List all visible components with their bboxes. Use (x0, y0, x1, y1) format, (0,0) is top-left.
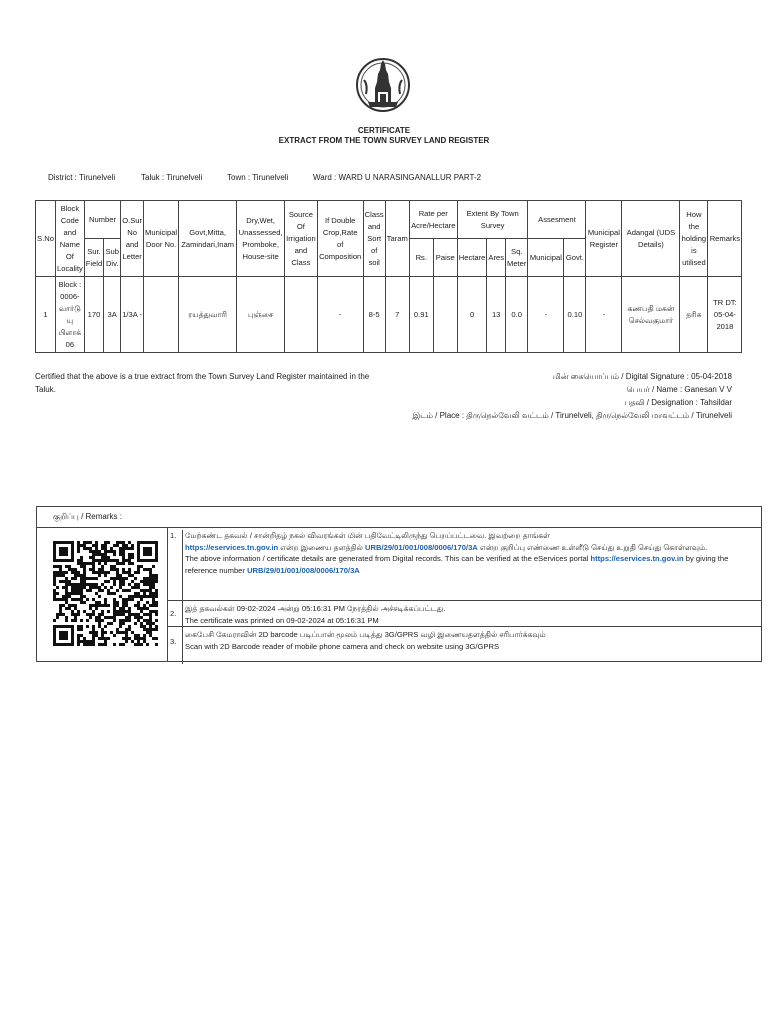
header-extent: Extent By Town Survey (457, 201, 528, 239)
remarks-header (37, 507, 761, 528)
land-register-table (35, 200, 742, 353)
cell-adangal: கணபதி மகன் செல்வகுமார் (622, 277, 680, 353)
signature-block (332, 370, 732, 422)
header-number: Number (84, 201, 120, 239)
note-2-number: 2. (170, 609, 177, 618)
note-1-tamil-portal-link[interactable]: https://eservices.tn.gov.in (185, 542, 279, 552)
note-3-english: Scan with 2D Barcode reader of mobile phone camera and check on website using 3G/GPRS (185, 641, 500, 651)
header-holding: How the holding is utilised (680, 201, 708, 277)
cell-block: Block : 0006- வார்டு யு பிளாக் 06 (56, 277, 85, 353)
header-hectare: Hectare (457, 239, 487, 277)
cell-class-soil: 8-5 (363, 277, 385, 353)
cell-govt-mitta: ரயத்துவாரி (179, 277, 237, 353)
header-sno: S.No (36, 201, 56, 277)
note-1-english-reference: URB/29/01/001/008/0006/170/3A (247, 565, 360, 575)
note-1-tamil-intro: மேற்கண்ட தகவல் / சான்றிதழ் நகல் விவரங்கள் மின் பதிவேட்டிலிருந்து பெறப்பட்டவை. இவற்றை தாங்கள் (185, 531, 550, 540)
note-2-english: The certificate was printed on 09-02-2024 at 05:16:31 PM (185, 615, 379, 625)
note-2 (167, 600, 762, 627)
district-label: District : Tirunelveli (48, 173, 116, 182)
header-rate: Rate per Acre/Hectare (409, 201, 457, 239)
town-label: Town : Tirunelveli (227, 173, 289, 182)
note-1-english-mid: by giving the reference number (185, 554, 729, 575)
note-3-tamil: கைபேசி கேமராவின் 2D barcode படிப்பான் மூலம் படித்து 3G/GPRS வழி இணையதளத்தில் சரிபார்க்கவும் (185, 630, 546, 639)
header-municipal: Municipal (528, 239, 564, 277)
cell-dry-wet: புஞ்சை (237, 277, 285, 353)
note-1-english-intro: The above information / certificate details are generated from Digital records. This can be verified at the eServices portal (185, 554, 591, 563)
remarks-heading: குறிப்பு / Remarks : (53, 512, 122, 521)
header-municipal-register: Municipal Register (586, 201, 622, 277)
cell-paise (433, 277, 457, 353)
header-govt-mitta: Govt,Mitta, Zamindari,Inam (179, 201, 237, 277)
note-1-text (182, 530, 758, 603)
header-dry-wet: Dry,Wet, Unassessed, Promboke, House-site (237, 201, 285, 277)
header-assesment: Assesment (528, 201, 586, 239)
note-3 (167, 626, 762, 662)
header-rs: Rs. (409, 239, 433, 277)
cell-holding: தரிசு (680, 277, 708, 353)
certificate-subtitle: EXTRACT FROM THE TOWN SURVEY LAND REGISTER (278, 136, 490, 145)
header-source: Source Of Irrigation and Class (285, 201, 318, 277)
header-sqm: Sq. Meter (506, 239, 528, 277)
cell-remarks: TR DT: 05-04-2018 (708, 277, 742, 353)
signatory-designation: பதவி / Designation : Tahsildar (624, 398, 732, 407)
note-3-text (182, 629, 758, 664)
ward-label: Ward : WARD U NARASINGANALLUR PART-2 (313, 173, 482, 182)
header-sub-div: Sub Div. (104, 239, 121, 277)
cell-hectare: 0 (457, 277, 487, 353)
signatory-name: பெயர் / Name : Ganesan V V (626, 385, 732, 394)
tamilnadu-emblem (356, 52, 410, 118)
cell-rs: 0.91 (409, 277, 433, 353)
cell-sur-field: 170 (84, 277, 103, 353)
cell-govt: 0.10 (564, 277, 586, 353)
cell-ares: 13 (487, 277, 506, 353)
header-municipal-door: Municipal Door No. (144, 201, 179, 277)
header-sur-field: Sur. Field (84, 239, 103, 277)
note-1-tamil-reference: URB/29/01/001/008/0006/170/3A (365, 542, 478, 552)
cell-source (285, 277, 318, 353)
cell-double-crop: - (317, 277, 363, 353)
taluk-label: Taluk : Tirunelveli (141, 173, 203, 182)
cell-municipal-register: - (586, 277, 622, 353)
note-1 (167, 527, 762, 601)
remarks-box (36, 506, 762, 662)
header-adangal: Adangal (UDS Details) (622, 201, 680, 277)
cell-sqm: 0.0 (506, 277, 528, 353)
note-2-tamil: இத் தகவல்கள் 09-02-2024 அன்று 05:16:31 PM நேரத்தில் அச்சடிக்கப்பட்டது. (185, 604, 446, 613)
note-1-english-portal-link[interactable]: https://eservices.tn.gov.in (590, 554, 684, 563)
cell-osur: 1/3A - (121, 277, 144, 353)
certificate-title: CERTIFICATE (357, 126, 411, 135)
header-govt: Govt. (564, 239, 586, 277)
table-row (36, 277, 742, 353)
qr-code-icon (53, 541, 158, 646)
cell-taram: 7 (385, 277, 409, 353)
cell-municipal-door (144, 277, 179, 353)
header-taram: Taram (385, 201, 409, 277)
header-remarks: Remarks (708, 201, 742, 277)
header-class-soil: Class and Sort of soil (363, 201, 385, 277)
header-block: Block Code and Name Of Locality (56, 201, 85, 277)
header-osur: O.Sur No and Letter (121, 201, 144, 277)
header-double-crop: If Double Crop,Rate of Composition (317, 201, 363, 277)
header-ares: Ares (487, 239, 506, 277)
header-paise: Paise (433, 239, 457, 277)
note-3-number: 3. (170, 637, 177, 646)
note-1-tamil-mid: என்ற இணைய தளத்தில் (278, 542, 366, 552)
certification-text: Certified that the above is a true extract from the Town Survey Land Register maintained in the Taluk. (35, 372, 370, 394)
signatory-place: இடம் / Place : திருநெல்வேலி வட்டம் / Tirunelveli, திருநெல்வேலி மாவட்டம் / Tirunelveli (412, 411, 732, 420)
digital-signature: மின் கையொப்பம் / Digital Signature : 05-04-2018 (552, 372, 732, 381)
note-1-tamil-end: என்ற குறிப்பு எண்ணை உள்ளீடு செய்து உறுதி செய்து கொள்ளவும். (477, 542, 708, 552)
cell-sub-div: 3A (104, 277, 121, 353)
note-1-number: 1. (170, 531, 177, 540)
cell-municipal: - (528, 277, 564, 353)
cell-sno: 1 (36, 277, 56, 353)
